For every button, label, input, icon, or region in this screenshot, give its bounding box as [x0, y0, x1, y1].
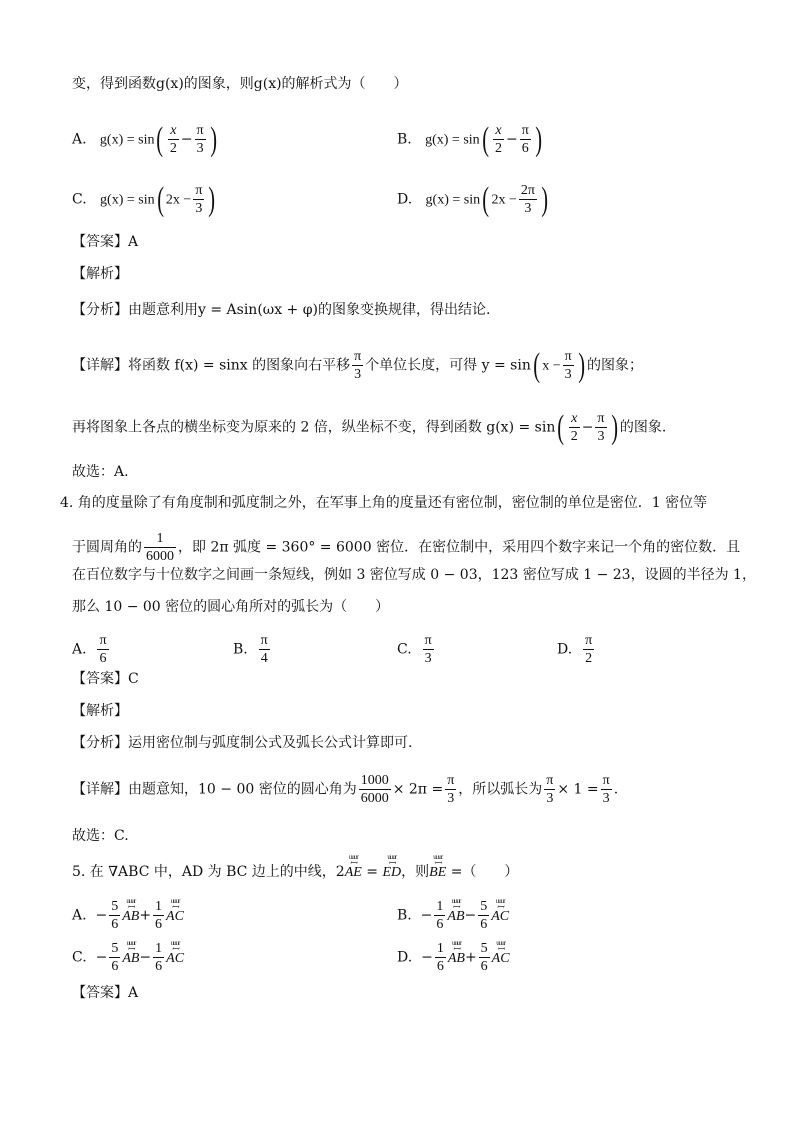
- q3-conclusion: 故选：A.: [72, 464, 129, 480]
- q5-option-c: C. − $\frac{5}{6}$ ꟷ uuur AB− $\frac{1}{6}$ ꟷ uuur AC: [72, 940, 184, 975]
- q3-fenxi: 【分析】由题意利用y = Asin(ωx + φ)的图象变换规律，得出结论.: [72, 302, 491, 318]
- q3-analysis-label: 【解析】: [72, 266, 128, 282]
- q4-conclusion: 故选：C.: [72, 828, 129, 844]
- q4-option-c: C. $\frac{\pi}{3}$: [397, 633, 432, 666]
- q4-option-a: A. $\frac{\pi}{6}$: [72, 633, 107, 666]
- q4-fenxi: 【分析】运用密位制与弧度制公式及弧长公式计算即可.: [72, 735, 413, 751]
- q4-analysis-label: 【解析】: [72, 703, 128, 719]
- q4-answer: 【答案】C: [72, 671, 139, 687]
- q3-option-b: B. g(x) = sin( $\frac{x}{2}$ − $\frac{\pi}{6}$ ): [397, 120, 542, 158]
- q5-option-a: A. − $\frac{5}{6}$ ꟷ uuur AB+ $\frac{1}{6}$ ꟷ uuur AC: [72, 898, 184, 933]
- q4-xiangjie: 【详解】由题意知，10 − 00 密位的圆心角为 $\frac{1000}{6000}$ × 2π = $\frac{\pi}{3}$ ，所以弧长为 $\frac{\pi}{3}$ × 1 = $\frac{\pi}{3}$ .: [72, 773, 619, 806]
- q3-option-c: C. g(x) = sin( 2x − $\frac{\pi}{3}$ ): [72, 180, 216, 218]
- q4-stem-line4: 那么 10 − 00 密位的圆心角所对的弧长为（ ）: [72, 599, 390, 615]
- q5-option-d: D. − $\frac{1}{6}$ ꟷ uuur AB+ $\frac{5}{6}$ ꟷ uuur AC: [397, 940, 510, 975]
- q3-xiangjie-line2: 再将图象上各点的横坐标变为原来的 2 倍，纵坐标不变，得到函数 g(x) = sin( $\frac{x}{2}$ − $\frac{\pi}{3}$ ) 的图象.: [72, 408, 667, 446]
- q4-stem-line3: 在百位数字与十位数字之间画一条短线，例如 3 密位写成 0 − 03，123 密位写成 1 − 23，设圆的半径为 1，: [72, 567, 756, 583]
- q4-stem-line2: 于圆周角的 $\frac{1}{6000}$ ，即 2π 弧度 = 360° = 6000 密位．在密位制中，采用四个数字来记一个角的密位数．且: [72, 531, 741, 564]
- q4-stem-line1: 4. 角的度量除了有角度制和弧度制之外，在军事上角的度量还有密位制，密位制的单位是密位．1 密位等: [60, 495, 708, 511]
- vector-be: ꟷ uuur BE: [429, 863, 446, 883]
- q4-option-d: D. $\frac{\pi}{2}$: [557, 633, 593, 666]
- q5-stem: 5. 在 ∇ABC 中，AD 为 BC 边上的中线，2 ꟷ uuur AE = ꟷ uuur ED，则 ꟷ uuur BE =（ ）: [72, 862, 518, 883]
- q3-option-a: A. g(x) = sin( $\frac{x}{2}$ − $\frac{\pi}{3}$ ): [72, 120, 217, 158]
- q4-option-b: B. $\frac{\pi}{4}$: [233, 633, 268, 666]
- q5-option-b: B. − $\frac{1}{6}$ ꟷ uuur AB− $\frac{5}{6}$ ꟷ uuur AC: [397, 898, 509, 933]
- vector-ae: ꟷ uuur AE: [345, 863, 362, 883]
- q3-option-d: D. g(x) = sin( 2x − $\frac{2\pi}{3}$ ): [397, 180, 548, 218]
- q3-stem-tail: 变，得到函数g(x)的图象，则g(x)的解析式为（ ）: [72, 76, 408, 92]
- vector-ed: ꟷ uuur ED: [382, 863, 401, 883]
- q3-answer: 【答案】A: [72, 234, 139, 250]
- q3-xiangjie-line1: 【详解】将函数 f(x) = sinx 的图象向右平移 $\frac{\pi}{3}$ 个单位长度，可得 y = sin( x − $\frac{\pi}{3}$ ) 的图象；: [72, 346, 643, 384]
- q5-answer: 【答案】A: [72, 985, 139, 1001]
